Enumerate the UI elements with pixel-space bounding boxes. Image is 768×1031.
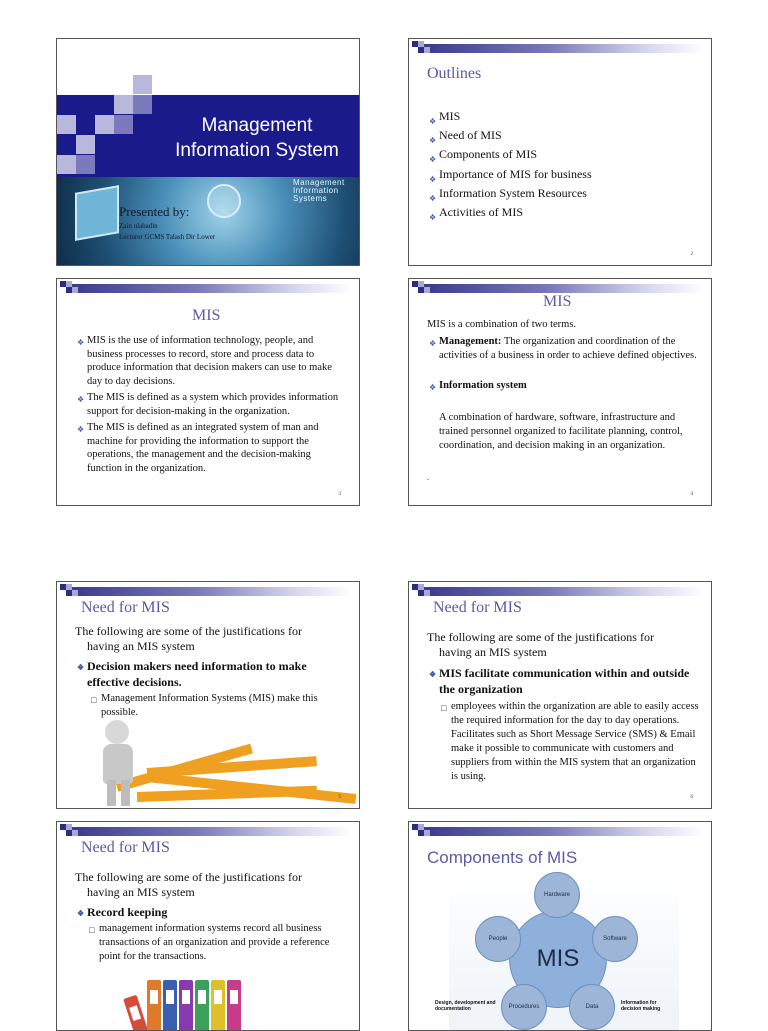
- lead-line: having an MIS system: [87, 639, 195, 653]
- subpoint: [89, 922, 349, 964]
- person-leg: [107, 780, 116, 806]
- slide-title: Need for MIS: [81, 599, 170, 616]
- decor-tile: [114, 115, 133, 134]
- point-text: MIS facilitate communication within and outside the organization: [439, 666, 690, 696]
- person-body: [103, 744, 133, 784]
- tablet-icon: [75, 185, 119, 241]
- network-hub-icon: [207, 184, 241, 218]
- slide-header-bar: [423, 284, 705, 293]
- slide-header-bar: [423, 827, 705, 836]
- decor-tile: [57, 115, 76, 134]
- list-item-text: The MIS is defined as an integrated system of man and machine for providing the information to support the operations, the management and the decision-making function in the organization.: [87, 422, 319, 474]
- list-item: [77, 391, 343, 418]
- lead-text: [75, 870, 345, 900]
- diamond-bullet-icon: ❖: [429, 213, 437, 223]
- node-data: Data: [569, 984, 615, 1030]
- decor-tile: [76, 155, 95, 174]
- list-item: [429, 203, 592, 223]
- binder-icon: [123, 995, 149, 1031]
- list-item-text: Importance of MIS for business: [439, 166, 592, 181]
- diamond-bullet-icon: ❖: [429, 339, 437, 348]
- decor-tile: [76, 135, 95, 154]
- term-text: A combination of hardware, software, infrastructure and trained personnel organized to facilitate planning, control, coordination, and decision making in an organization.: [439, 412, 683, 451]
- decor-square: [72, 287, 78, 293]
- list-item: [429, 184, 592, 203]
- diamond-bullet-icon: ❖: [77, 663, 85, 672]
- diamond-bullet-icon: ❖: [77, 338, 85, 347]
- point: [77, 904, 347, 920]
- node-procedures: Procedures: [501, 984, 547, 1030]
- presented-by: Presented by:: [119, 204, 190, 219]
- diamond-bullet-icon: ❖: [77, 909, 85, 918]
- binder-label: [214, 990, 222, 1004]
- subpoint: [91, 692, 351, 720]
- list-item-text: The MIS is defined as a system which provides information support for decision-making in the organization.: [87, 392, 339, 417]
- binder-label: [182, 990, 190, 1004]
- binder-label: [150, 990, 158, 1004]
- slide-header-bar: [71, 827, 353, 836]
- square-bullet-icon: □: [89, 925, 95, 935]
- arrow-shape: [137, 786, 317, 802]
- lead-line: The following are some of the justifications for: [75, 870, 302, 884]
- subpoint-text: management information systems record all business transactions of an organization and provide a reference point for the transactions.: [99, 923, 330, 962]
- binder-label: [166, 990, 174, 1004]
- slide-header-bar: [423, 44, 705, 53]
- page-number: 5: [338, 795, 341, 800]
- logo-text: Management: [293, 178, 345, 187]
- outline-list: [429, 107, 592, 223]
- list-item-text: MIS: [439, 109, 461, 123]
- note-right: Information for decision making: [621, 1000, 661, 1012]
- lead-line: The following are some of the justifications for: [75, 624, 302, 638]
- point-text: Decision makers need information to make effective decisions.: [87, 659, 307, 689]
- list-item: [429, 145, 592, 165]
- page-number: 6: [690, 795, 693, 800]
- binder-label: [198, 990, 206, 1004]
- slide-title: Components of MIS: [427, 848, 578, 867]
- logo-text: Systems: [293, 194, 328, 203]
- decor-square: [424, 830, 430, 836]
- diamond-bullet-icon: ❖: [429, 383, 437, 392]
- point-text: Record keeping: [87, 905, 168, 919]
- term-label: Management:: [439, 336, 502, 347]
- list-item: [77, 334, 343, 388]
- decor-tile: [114, 95, 133, 114]
- title-line: Management: [201, 115, 313, 136]
- diamond-bullet-icon: ❖: [429, 670, 437, 679]
- list-item: [429, 335, 699, 363]
- slide-header-bar: [71, 284, 353, 293]
- list-item: [429, 165, 592, 184]
- slide-title: MIS: [543, 293, 572, 310]
- slide-4-mis-terms[interactable]: [408, 278, 712, 506]
- binder-icon: [227, 980, 241, 1031]
- definition-list: [77, 334, 343, 478]
- list-item: [429, 379, 699, 393]
- decor-tile: [95, 115, 114, 134]
- logo-text: Information: [293, 186, 339, 195]
- lead-line: having an MIS system: [439, 645, 547, 659]
- binder-label: [129, 1005, 141, 1021]
- square-bullet-icon: □: [441, 703, 447, 713]
- intro-text: MIS is a combination of two terms.: [427, 319, 577, 330]
- presenter-name: Zain ulabadin: [119, 222, 158, 230]
- list-item: [77, 421, 343, 475]
- slide-1-title[interactable]: [56, 38, 360, 266]
- decor-tile: [57, 155, 76, 174]
- mis-logo: [293, 179, 357, 203]
- diamond-bullet-icon: ❖: [429, 117, 437, 126]
- term-label: Information system: [439, 380, 527, 391]
- slide-7-need[interactable]: [56, 821, 360, 1031]
- list-item-text: Need of MIS: [439, 128, 502, 143]
- lead-line: The following are some of the justifications for: [427, 630, 654, 644]
- square-bullet-icon: □: [91, 695, 97, 705]
- binder-icon: [211, 980, 225, 1031]
- page-number: 2: [690, 252, 693, 257]
- decor-square: [424, 287, 430, 293]
- list-item: [429, 126, 592, 146]
- page-number: 3: [338, 492, 341, 497]
- node-software: Software: [592, 916, 638, 962]
- diamond-bullet-icon: ❖: [429, 193, 437, 203]
- binder-icon: [147, 980, 161, 1031]
- diamond-bullet-icon: ❖: [77, 395, 85, 404]
- point: [429, 665, 699, 697]
- slide-title: Outlines: [427, 65, 482, 82]
- slide-3-mis[interactable]: [56, 278, 360, 506]
- stray-dot: .: [427, 473, 429, 482]
- list-item-text: Components of MIS: [439, 147, 538, 162]
- slide-8-components[interactable]: [408, 821, 712, 1031]
- slide-header-bar: [423, 587, 705, 596]
- diamond-bullet-icon: ❖: [429, 136, 437, 146]
- slide-6-need[interactable]: [408, 581, 712, 809]
- lead-text: [75, 624, 345, 654]
- slide-header-bar: [71, 587, 353, 596]
- decor-tile: [133, 75, 152, 94]
- title-line: Information System: [175, 140, 339, 161]
- binder-icon: [163, 980, 177, 1031]
- presentation-title: [157, 113, 357, 163]
- terms-list: [429, 335, 699, 393]
- subpoint: [441, 700, 701, 784]
- page-number: 4: [690, 492, 693, 497]
- slide-title: Need for MIS: [433, 599, 522, 616]
- lead-line: having an MIS system: [87, 885, 195, 899]
- decor-square: [72, 590, 78, 596]
- decor-square: [424, 590, 430, 596]
- binders-image: [129, 972, 259, 1031]
- subpoint-text: Management Information Systems (MIS) make this possible.: [101, 693, 318, 718]
- diamond-bullet-icon: ❖: [77, 425, 85, 434]
- person-leg: [121, 780, 130, 806]
- binder-label: [230, 990, 238, 1004]
- decor-square: [72, 830, 78, 836]
- binder-icon: [179, 980, 193, 1031]
- term-text: The organization and coordination of the activities of a business in order to achieve defined objectives.: [439, 336, 697, 361]
- diamond-bullet-icon: ❖: [429, 155, 437, 165]
- decor-tile: [133, 95, 152, 114]
- slide-2-outlines[interactable]: [408, 38, 712, 266]
- list-item-text: MIS is the use of information technology, people, and business processes to record, store and process data to produce information that decision makers can use to make day to day decisions.: [87, 335, 332, 387]
- slide-5-need[interactable]: [56, 581, 360, 809]
- list-item: [429, 107, 592, 126]
- slide-background: [57, 39, 359, 95]
- note-left: Design, development and documentation: [435, 1000, 496, 1012]
- node-hardware: Hardware: [534, 872, 580, 918]
- lead-text: [427, 630, 697, 660]
- center-node-mis: MIS: [509, 910, 607, 1008]
- slide-title: MIS: [192, 307, 221, 324]
- diamond-bullet-icon: ❖: [429, 174, 437, 184]
- subpoint-text: employees within the organization are able to easily access the required information for the day to day operations. Facilitates such as Short Message Service (SMS) & Email make it possible to communicate with customers and suppliers from within the MIS system that an organization is using.: [451, 701, 699, 782]
- thinking-person-icon: [105, 720, 129, 744]
- list-item-text: Activities of MIS: [439, 205, 523, 220]
- slide-title: Need for MIS: [81, 839, 170, 856]
- decor-square: [424, 47, 430, 53]
- binder-icon: [195, 980, 209, 1031]
- point: [77, 658, 347, 690]
- list-item-text: Information System Resources: [439, 185, 587, 200]
- presenter-role: Lecturer GCMS Talash Dir Lower: [119, 233, 216, 241]
- node-people: People: [475, 916, 521, 962]
